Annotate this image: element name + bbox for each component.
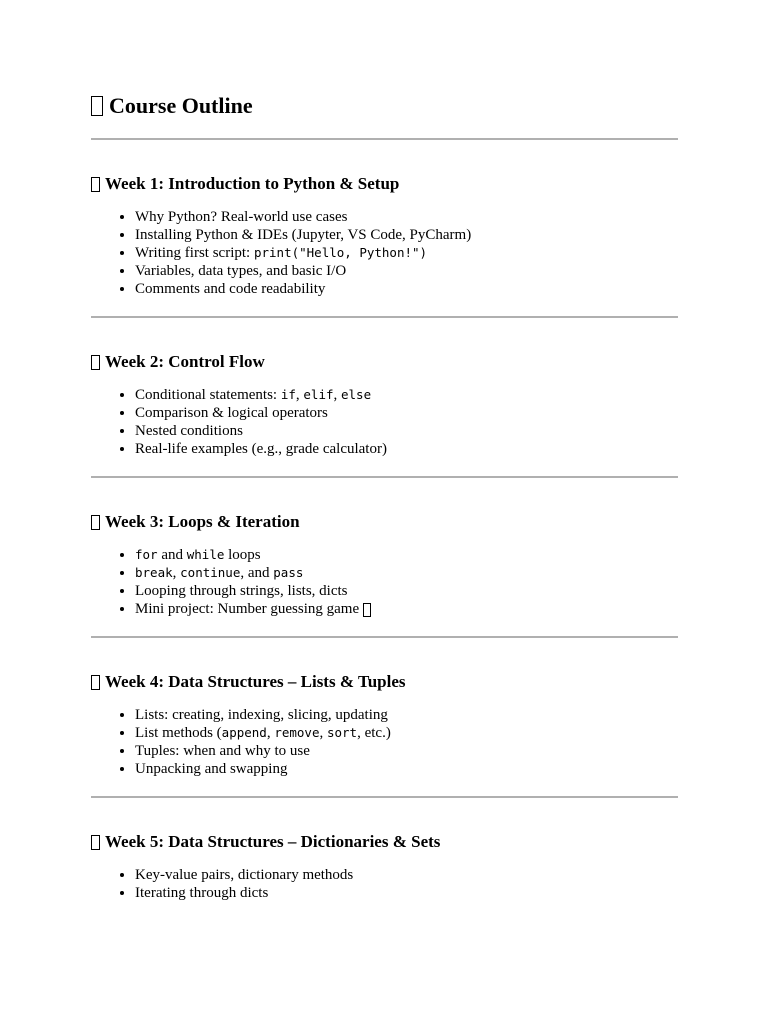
- missing-glyph-icon: [91, 96, 103, 116]
- week-heading: [91, 670, 678, 694]
- missing-glyph-icon: [91, 515, 100, 530]
- inline-code: print("Hello, Python!"): [253, 245, 428, 260]
- week-heading: [91, 830, 678, 854]
- list-item: [135, 440, 678, 458]
- list-item: [135, 226, 678, 244]
- list-item-text: Tuples: when and why to use: [135, 743, 310, 759]
- week-heading-text: Week 5: Data Structures – Dictionaries & Sets: [105, 832, 441, 851]
- list-item: [135, 386, 678, 404]
- document-content: [91, 88, 678, 902]
- week-section: [91, 798, 678, 902]
- list-item-text: Nested conditions: [135, 423, 243, 439]
- list-item: [135, 866, 678, 884]
- list-item: [135, 760, 678, 778]
- week-heading-text: Week 3: Loops & Iteration: [105, 512, 300, 531]
- week-section: [91, 638, 678, 798]
- inline-code: pass: [273, 565, 304, 580]
- weeks-container: [91, 140, 678, 902]
- list-item-text: , and: [240, 565, 274, 581]
- list-item-text: ,: [266, 725, 275, 741]
- list-item-text: Installing Python & IDEs (Jupyter, VS Code, PyCharm): [135, 227, 472, 243]
- list-item-text: Variables, data types, and basic I/O: [135, 263, 347, 279]
- list-item: [135, 884, 678, 902]
- missing-glyph-icon: [91, 675, 100, 690]
- list-item: [135, 564, 678, 582]
- week-heading-text: Week 2: Control Flow: [105, 352, 265, 371]
- list-item: [135, 208, 678, 226]
- topic-list: [91, 866, 678, 902]
- list-item: [135, 724, 678, 742]
- list-item-text: Looping through strings, lists, dicts: [135, 583, 348, 599]
- week-heading: [91, 510, 678, 534]
- week-section: [91, 318, 678, 478]
- week-section: [91, 478, 678, 638]
- page-title: [91, 88, 678, 124]
- list-item-text: Conditional statements:: [135, 387, 281, 403]
- topic-list: [91, 386, 678, 458]
- list-item-text: Iterating through dicts: [135, 885, 269, 901]
- week-heading-text: Week 1: Introduction to Python & Setup: [105, 174, 400, 193]
- list-item-text: loops: [224, 547, 261, 563]
- page-title-text: Course Outline: [109, 93, 253, 118]
- missing-glyph-icon: [91, 835, 100, 850]
- list-item-text: ,: [333, 387, 341, 403]
- week-heading: [91, 172, 678, 196]
- list-item-text: Writing first script:: [135, 245, 254, 261]
- list-item-text: ,: [319, 725, 327, 741]
- inline-code: else: [341, 387, 372, 402]
- list-item: [135, 546, 678, 564]
- list-item-text: , etc.): [357, 725, 391, 741]
- list-item-text: List methods (: [135, 725, 222, 741]
- list-item-text: ,: [172, 565, 181, 581]
- topic-list: [91, 546, 678, 618]
- missing-glyph-icon: [91, 177, 100, 192]
- list-item-text: Mini project: Number guessing game: [135, 601, 360, 617]
- inline-code: remove: [274, 725, 320, 740]
- topic-list: [91, 208, 678, 298]
- inline-code: break: [135, 565, 173, 580]
- list-item: [135, 404, 678, 422]
- list-item-text: and: [157, 547, 187, 563]
- list-item: [135, 262, 678, 280]
- list-item: [135, 280, 678, 298]
- list-item-text: Comments and code readability: [135, 281, 326, 297]
- list-item-text: Unpacking and swapping: [135, 761, 288, 777]
- list-item: [135, 582, 678, 600]
- week-heading-text: Week 4: Data Structures – Lists & Tuples: [105, 672, 406, 691]
- topic-list: [91, 706, 678, 778]
- list-item: [135, 706, 678, 724]
- inline-code: append: [221, 725, 267, 740]
- list-item-text: Lists: creating, indexing, slicing, updating: [135, 707, 388, 723]
- list-item: [135, 600, 678, 618]
- week-heading: [91, 350, 678, 374]
- week-section: [91, 140, 678, 318]
- inline-code: while: [186, 547, 225, 562]
- missing-glyph-icon: [363, 603, 371, 617]
- list-item-text: ,: [295, 387, 304, 403]
- list-item-text: Key-value pairs, dictionary methods: [135, 867, 354, 883]
- inline-code: elif: [303, 387, 334, 402]
- list-item: [135, 742, 678, 760]
- list-item: [135, 244, 678, 262]
- list-item-text: Comparison & logical operators: [135, 405, 328, 421]
- inline-code: if: [280, 387, 296, 402]
- inline-code: for: [135, 547, 158, 562]
- list-item-text: Why Python? Real-world use cases: [135, 209, 348, 225]
- list-item: [135, 422, 678, 440]
- inline-code: continue: [180, 565, 241, 580]
- missing-glyph-icon: [91, 355, 100, 370]
- list-item-text: Real-life examples (e.g., grade calculator): [135, 441, 387, 457]
- inline-code: sort: [326, 725, 358, 740]
